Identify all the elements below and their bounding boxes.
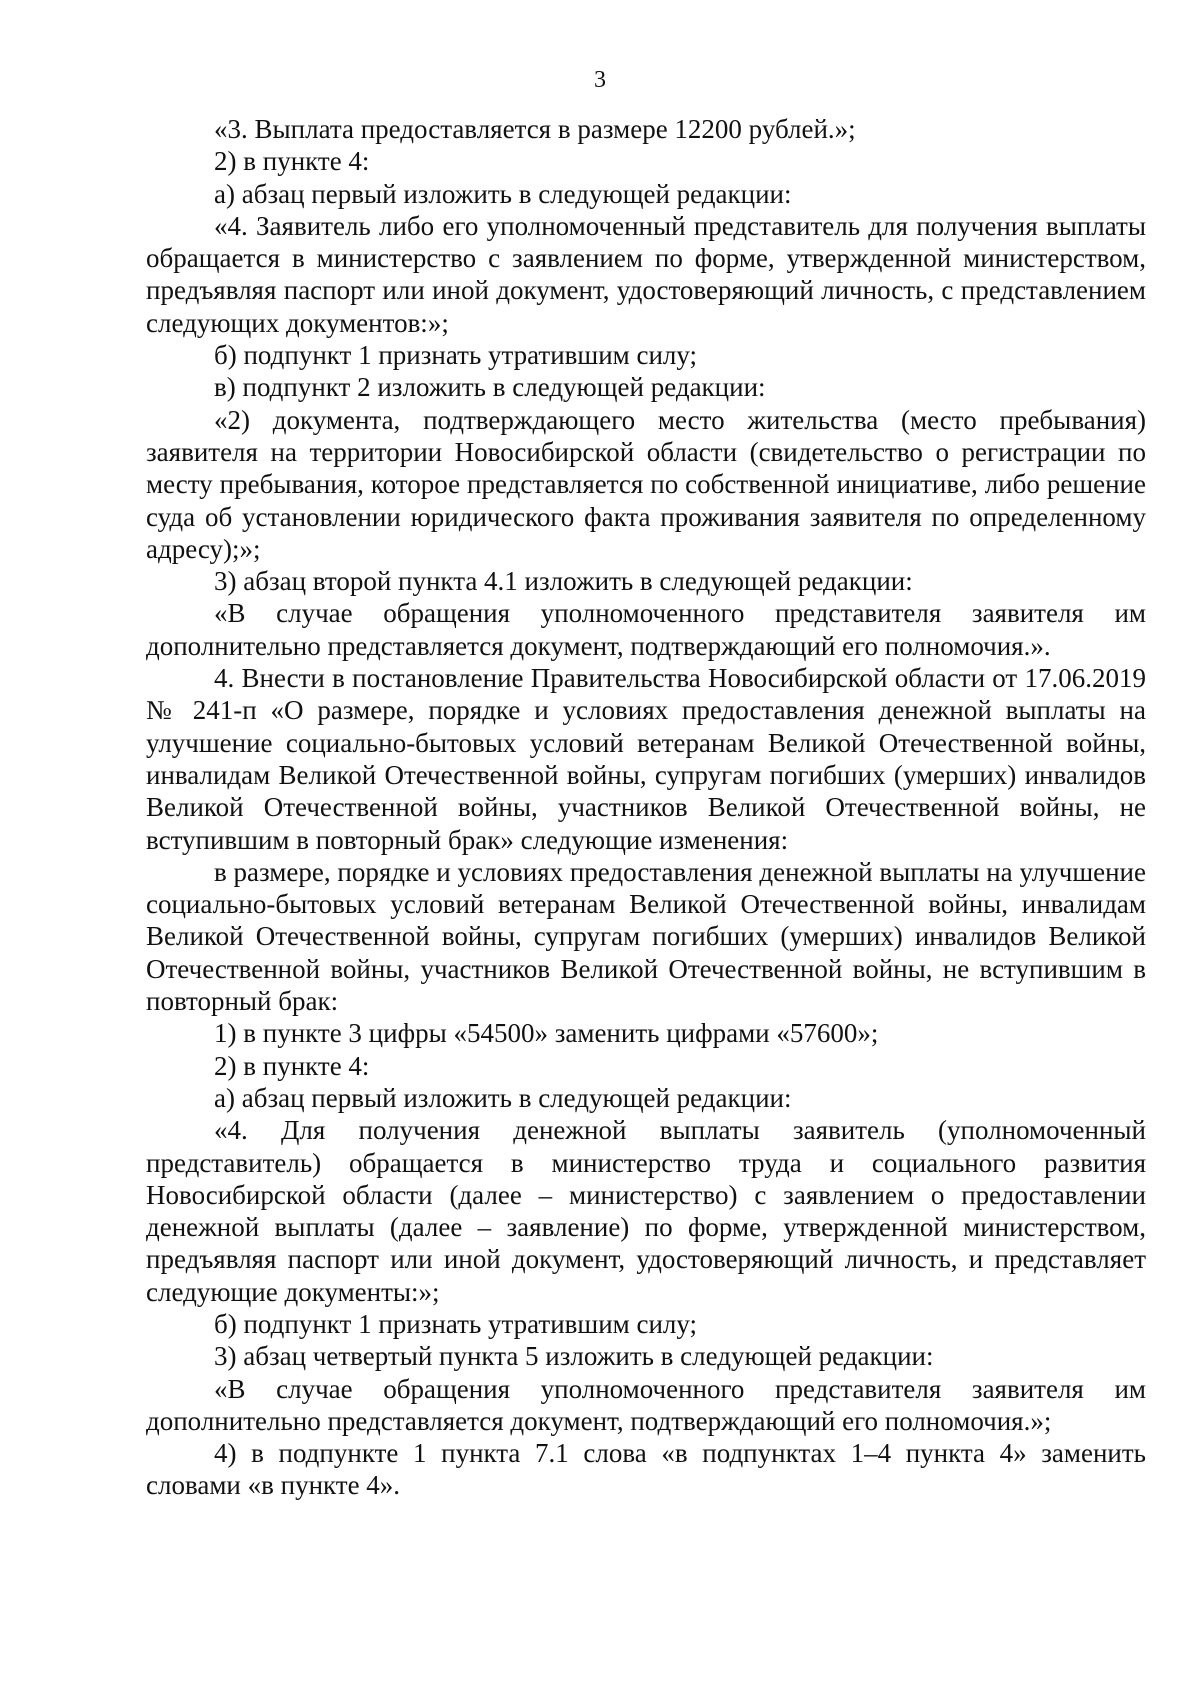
paragraph: «3. Выплата предоставляется в размере 12200 рублей.»;	[214, 114, 856, 144]
paragraph: «4. Для получения денежной выплаты заявитель (уполномоченный представитель) обращается в министерство труда и социального развития Новосибирской области (далее – министерство) с заявлением о предоставлении денежной выплаты (далее – заявление) по форме, утвержденной министерством, предъявляя паспорт или иной документ, удостоверяющий личность, и представляет следующие документы:»;	[146, 1115, 1146, 1307]
paragraph: 2) в пункте 4:	[214, 146, 370, 177]
paragraph: б) подпункт 1 признать утратившим силу;	[214, 1308, 698, 1339]
paragraph: б) подпункт 1 признать утратившим силу;	[214, 340, 698, 371]
paragraph: в размере, порядке и условиях предоставления денежной выплаты на улучшение социально-бытовых условий ветеранам Великой Отечественной войны, инвалидам Великой Отечественной войны, супругам погибших (умерших) инвалидов Великой Отечественной войны, участников Великой Отечественной войны, не вступившим в повторный брак:	[146, 856, 1146, 1017]
page-number: 3	[594, 67, 606, 93]
paragraph: 4) в подпункте 1 пункта 7.1 слова «в подпунктах 1–4 пункта 4» заменить словами «в пункте 4».	[146, 1438, 1146, 1501]
paragraph: а) абзац первый изложить в следующей редакции:	[214, 178, 792, 209]
paragraph: 3) абзац второй пункта 4.1 изложить в следующей редакции:	[214, 566, 913, 597]
paragraph: в) подпункт 2 изложить в следующей редакции:	[214, 372, 766, 403]
paragraph: «2) документа, подтверждающего место жительства (место пребывания) заявителя на территории Новосибирской области (свидетельство о регистрации по месту пребывания, которое представляется по собственной инициативе, либо решение суда об установлении юридического факта проживания заявителя по определенному адресу);»;	[146, 404, 1146, 564]
paragraph: 3) абзац четвертый пункта 5 изложить в следующей редакции:	[214, 1341, 934, 1372]
paragraph: «4. Заявитель либо его уполномоченный представитель для получения выплаты обращается в министерство с заявлением по форме, утвержденной министерством, предъявляя паспорт или иной документ, удостоверяющий личность, с представлением следующих документов:»;	[146, 210, 1146, 338]
paragraph: «В случае обращения уполномоченного представителя заявителя им дополнительно представляется документ, подтверждающий его полномочия.»;	[146, 1373, 1146, 1436]
document-body	[146, 113, 1146, 1502]
paragraph: 2) в пункте 4:	[214, 1050, 370, 1081]
paragraph: «В случае обращения уполномоченного представителя заявителя им дополнительно представляется документ, подтверждающий его полномочия.».	[146, 598, 1146, 661]
paragraph: 4. Внести в постановление Правительства Новосибирской области от 17.06.2019 № 241-п «О размере, порядке и условиях предоставления денежной выплаты на улучшение социально-бытовых условий ветеранам Великой Отечественной войны, инвалидам Великой Отечественной войны, супругам погибших (умерших) инвалидов Великой Отечественной войны, участников Великой Отечественной войны, не вступившим в повторный брак» следующие изменения:	[146, 663, 1146, 855]
paragraph: а) абзац первый изложить в следующей редакции:	[214, 1082, 792, 1113]
paragraph: 1) в пункте 3 цифры «54500» заменить цифрами «57600»;	[214, 1018, 879, 1049]
